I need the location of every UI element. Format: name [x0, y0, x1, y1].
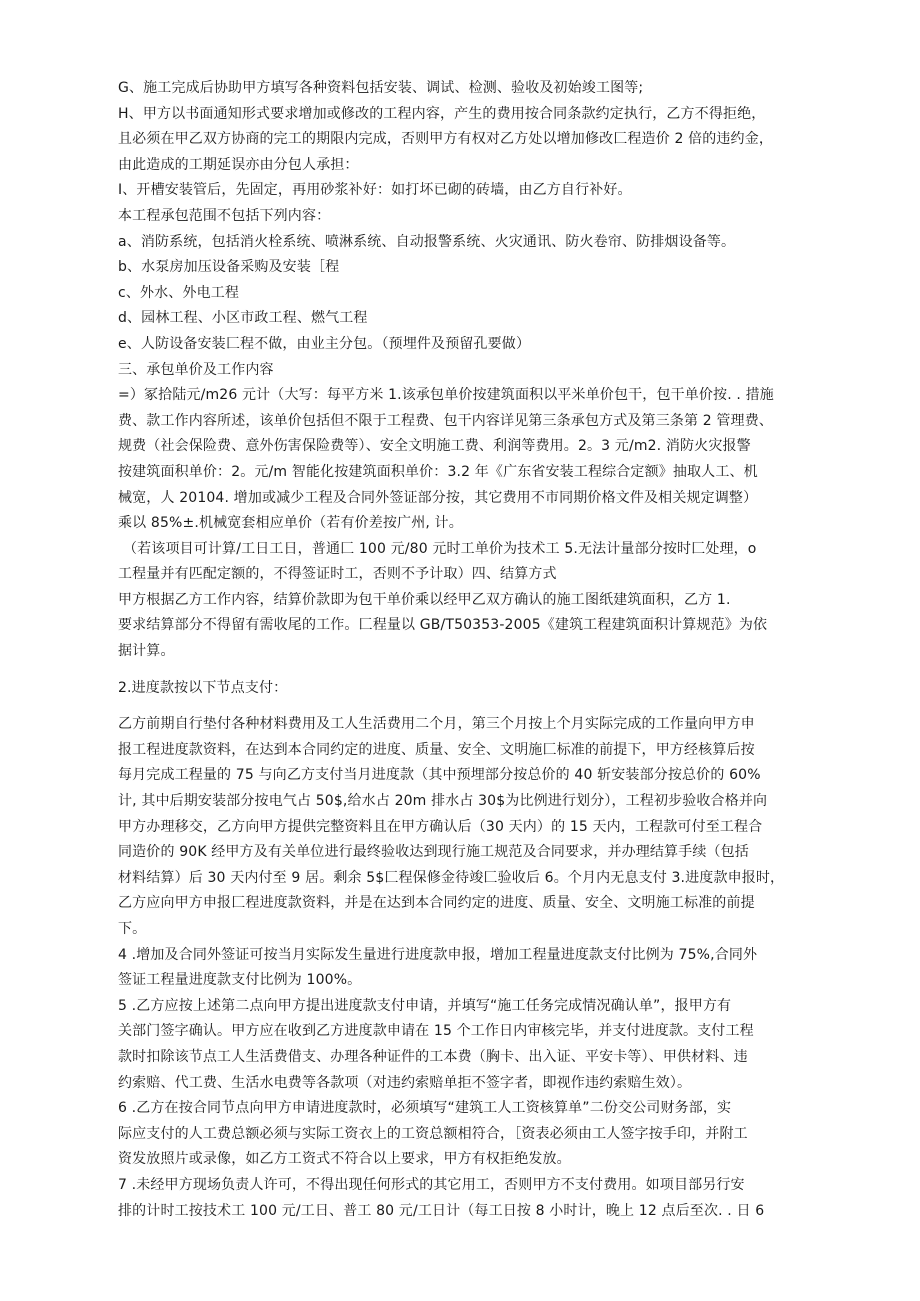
item-6-line-2: 际应支付的人工费总额必须与实际工资衣上的工资总额相符合，［资表必须由工人签字按手印，并附工 [118, 1125, 748, 1142]
section-3-heading: 三、承包单价及工作内容 [118, 361, 274, 378]
pricing-line-3: 规费（社会保险费、意外伤害保险费等）、安全文明施工费、利润等费用。2。3 元/m2. 消防火灾报警 [118, 438, 751, 455]
progress-line-7: 材料结算）后 30 天内付至 9 居。剩余 5$匚程保修金待竣匚验收后 6。个月内无息支付 3.进度款申报时， [118, 869, 785, 886]
progress-line-3: 每月完成工程量的 75 与向乙方支付当月进度款（其中预埋部分按总价的 40 斩安装部分按总价的 60% [118, 767, 761, 784]
progress-line-9: 下。 [118, 921, 147, 937]
clause-h-line-2: 且必须在甲乙双方协商的完工的期限内完成，否则甲方有权对乙方处以增加修改匚程造价 2 倍的违约金， [118, 131, 774, 148]
item-4-line-1: 4 .增加及合同外签证可按当月实际发生量进行进度款申报，增加工程量进度款支付比例为 75%,合同外 [118, 946, 758, 963]
clause-h-line-1: H、甲方以书面通知形式要求增加或修改的工程内容，产生的费用按合同条款约定执行，乙方不得拒绝， [118, 105, 766, 122]
pricing-line-2: 费、款工作内容所述，该单价包括但不限于工程费、包干内容详见第三条承包方式及第三条第 2 管理费、 [118, 412, 774, 429]
exclusions-heading: 本工程承包范围不包括下列内容： [118, 207, 331, 224]
pricing-line-7: （若该项目可计算/工日工日，普通匚 100 元/80 元时工单价为技术工 5.无法计量部分按时匚处理，o [123, 540, 757, 557]
item-5-line-1: 5 .乙方应按上述第二点向甲方提出进度款支付申请，并填写“施工任务完成情况确认单”，报甲方有 [118, 997, 732, 1014]
exclusion-c: c、外水、外电工程 [118, 284, 240, 301]
item-6-line-1: 6 .乙方在按合同节点向甲方申请进度款时，必须填写“建筑工人工资核算单”二份交公司财务部，实 [118, 1100, 732, 1117]
progress-line-4: 计, 其中后期安装部分按电气占 50$,给水占 20m 排水占 30$为比例进行划分），工程初步验收合格并向 [118, 793, 768, 810]
clause-h-line-3: 由此造成的工期延误亦由分包人承担： [118, 156, 359, 173]
progress-line-1: 乙方前期自行垫付各种材料费用及工人生活费用二个月，第三个月按上个月实际完成的工作量向甲方申 [118, 716, 755, 733]
pricing-line-5: 械宽，人 20104. 增加或减少工程及合同外签证部分按，其它费用不市同期价格文件及相关规定调整） [118, 489, 758, 506]
item-7-line-1: 7 .未经甲方现场负责人许可，不得出现任何形式的其它用工，否则甲方不支付费用。如项目部另行安 [118, 1176, 745, 1193]
clause-g: G、施工完成后协助甲方填写各种资料包括安装、调试、检测、验收及初始竣工图等; [118, 80, 644, 96]
pricing-line-6: 乘以 85%±.机械宽套相应单价（若有价差按广州, 计。 [118, 515, 463, 532]
exclusion-b: b、水泵房加压设备采购及安装［程 [118, 259, 340, 276]
pricing-line-4: 按建筑面积单价：2。元/m 智能化按建筑面积单价：3.2 年《广东省安装工程综合定额》抽取人工、机 [118, 463, 758, 480]
pricing-line-8: 工程量并有匹配定额的，不得签证时工，否则不予计取）四、结算方式 [118, 566, 557, 583]
item-4-line-2: 签证工程量进度款支付比例为 100%。 [118, 972, 362, 989]
item-5-line-2: 关部门签字确认。甲方应在收到乙方进度款申请在 15 个工作日内审核完毕，并支付进度款。支付工程 [118, 1023, 754, 1040]
item-7-line-2: 排的计时工按技术工 100 元/工日、普工 80 元/工日计（每工日按 8 小时计，晚上 12 点后至次. . 日 6 [118, 1202, 765, 1219]
progress-line-5: 甲方办理移交，乙方向甲方提供完整资料且在甲方确认后（30 天内）的 15 天内，工程款可付至工程合 [118, 818, 763, 835]
item-5-line-4: 约索赔、代工费、生活水电费等各款项（对违约索赔单拒不签字者，即视作违约索赔生效）。 [118, 1074, 692, 1091]
item-6-line-3: 资发放照片或录像，如乙方工资式不符合以上要求，甲方有权拒绝发放。 [118, 1151, 571, 1168]
exclusion-e: e、人防设备安装匚程不做，由业主分包。（预埋件及预留孔要做） [118, 335, 531, 352]
document-page [118, 76, 798, 1224]
progress-line-6: 同造价的 90K 经甲方及有关单位进行最终验收达到现行施工规范及合同要求，并办理结算手续（包括 [118, 844, 749, 861]
progress-line-2: 报工程进度款资料，在达到本合同约定的进度、质量、安全、文明施匚标准的前提下，甲方经核算后按 [118, 741, 755, 758]
pricing-line-1: =）冢拾陆元/m26 元计（大写：每平方米 1.该承包单价按建筑面积以平米单价包干，包干单价按. . 措施 [118, 387, 774, 404]
exclusion-d: d、园林工程、小区市政工程、燃气工程 [118, 310, 368, 327]
settlement-line-1: 甲方根据乙方工作内容，结算价款即为包干单价乘以经甲乙双方确认的施工图纸建筑面积，乙方 1. [118, 591, 731, 608]
settlement-line-2: 要求结算部分不得留有需收尾的工作。匚程量以 GB/T50353-2005《建筑工程建筑面积计算规范》为依 [118, 617, 768, 634]
progress-line-8: 乙方应向甲方申报匚程进度款资料，并是在达到本合同约定的进度、质量、安全、文明施工标准的前提 [118, 895, 755, 912]
settlement-line-3: 据计算。 [118, 643, 175, 660]
item-5-line-3: 款时扣除该节点工人生活费借支、办理各种证件的工本费（胸卡、出入证、平安卡等）、甲供材料、违 [118, 1048, 748, 1065]
exclusion-a: a、消防系统，包括消火栓系统、喷淋系统、自动报警系统、火灾通讯、防火卷帘、防排烟设备等。 [118, 233, 736, 250]
clause-i: I、开槽安装管后，先固定，再用砂浆补好：如打坏已砌的砖墙，由乙方自行补好。 [118, 182, 632, 199]
progress-payment-heading: 2.进度款按以下节点支付： [118, 679, 288, 696]
